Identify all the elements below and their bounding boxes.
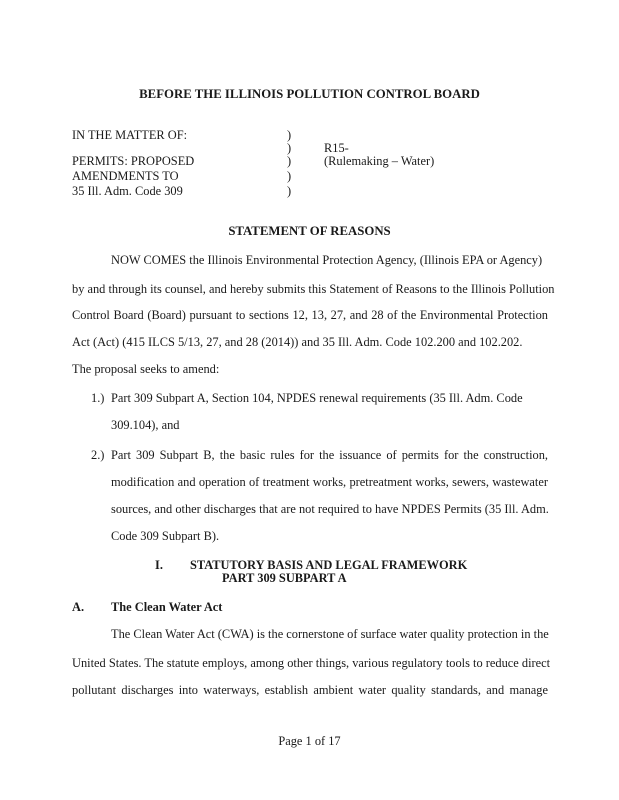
list-item-line: Part 309 Subpart A, Section 104, NPDES renewal requirements (35 Ill. Adm. Code [111,391,523,405]
paragraph-line: by and through its counsel, and hereby submits this Statement of Reasons to the Illinois Pollution [72,282,555,296]
list-item-line: sources, and other discharges that are not required to have NPDES Permits (35 Ill. Adm. [111,502,549,516]
caption-paren: ) [287,141,292,155]
subsection-title: The Clean Water Act [111,600,223,614]
caption-line: 35 Ill. Adm. Code 309 [72,184,183,198]
list-number: 1.) [91,391,105,405]
caption-line: IN THE MATTER OF: [72,128,188,142]
section-subtitle: PART 309 SUBPART A [222,571,347,585]
caption-paren: ) [287,184,292,198]
list-item-line: 309.104), and [111,418,180,432]
paragraph-line: NOW COMES the Illinois Environmental Protection Agency, (Illinois EPA or Agency) [111,253,543,267]
caption-paren: ) [287,154,292,168]
page-number: Page 1 of 17 [278,734,341,748]
paragraph-line: United States. The statute employs, among other things, various regulatory tools to reduce direct [72,656,551,670]
docket-number: R15- [324,141,349,155]
list-item-line: modification and operation of treatment works, pretreatment works, sewers, wastewater [111,475,548,489]
list-number: 2.) [91,448,105,462]
caption-line: PERMITS: PROPOSED [72,154,195,168]
list-item-line: Part 309 Subpart B, the basic rules for the issuance of permits for the construction, [111,448,548,462]
paragraph-line: Control Board (Board) pursuant to sections 12, 13, 27, and 28 of the Environmental Protection [72,308,548,322]
paragraph-line: Act (Act) (415 ILCS 5/13, 27, and 28 (2014)) and 35 Ill. Adm. Code 102.200 and 102.202. [72,335,523,349]
caption-paren: ) [287,169,292,183]
statement-title: STATEMENT OF REASONS [228,224,391,238]
paragraph-line: The Clean Water Act (CWA) is the cornerstone of surface water quality protection in the [111,627,549,641]
paragraph-line: pollutant discharges into waterways, establish ambient water quality standards, and manage [72,683,548,697]
section-number: I. [155,558,163,572]
document-header: BEFORE THE ILLINOIS POLLUTION CONTROL BOARD [139,87,480,101]
section-title: STATUTORY BASIS AND LEGAL FRAMEWORK [190,558,468,572]
subsection-number: A. [72,600,85,614]
paragraph-line: The proposal seeks to amend: [72,362,220,376]
caption-paren: ) [287,128,292,142]
list-item-line: Code 309 Subpart B). [111,529,220,543]
caption-line: AMENDMENTS TO [72,169,179,183]
docket-type: (Rulemaking – Water) [324,154,435,168]
